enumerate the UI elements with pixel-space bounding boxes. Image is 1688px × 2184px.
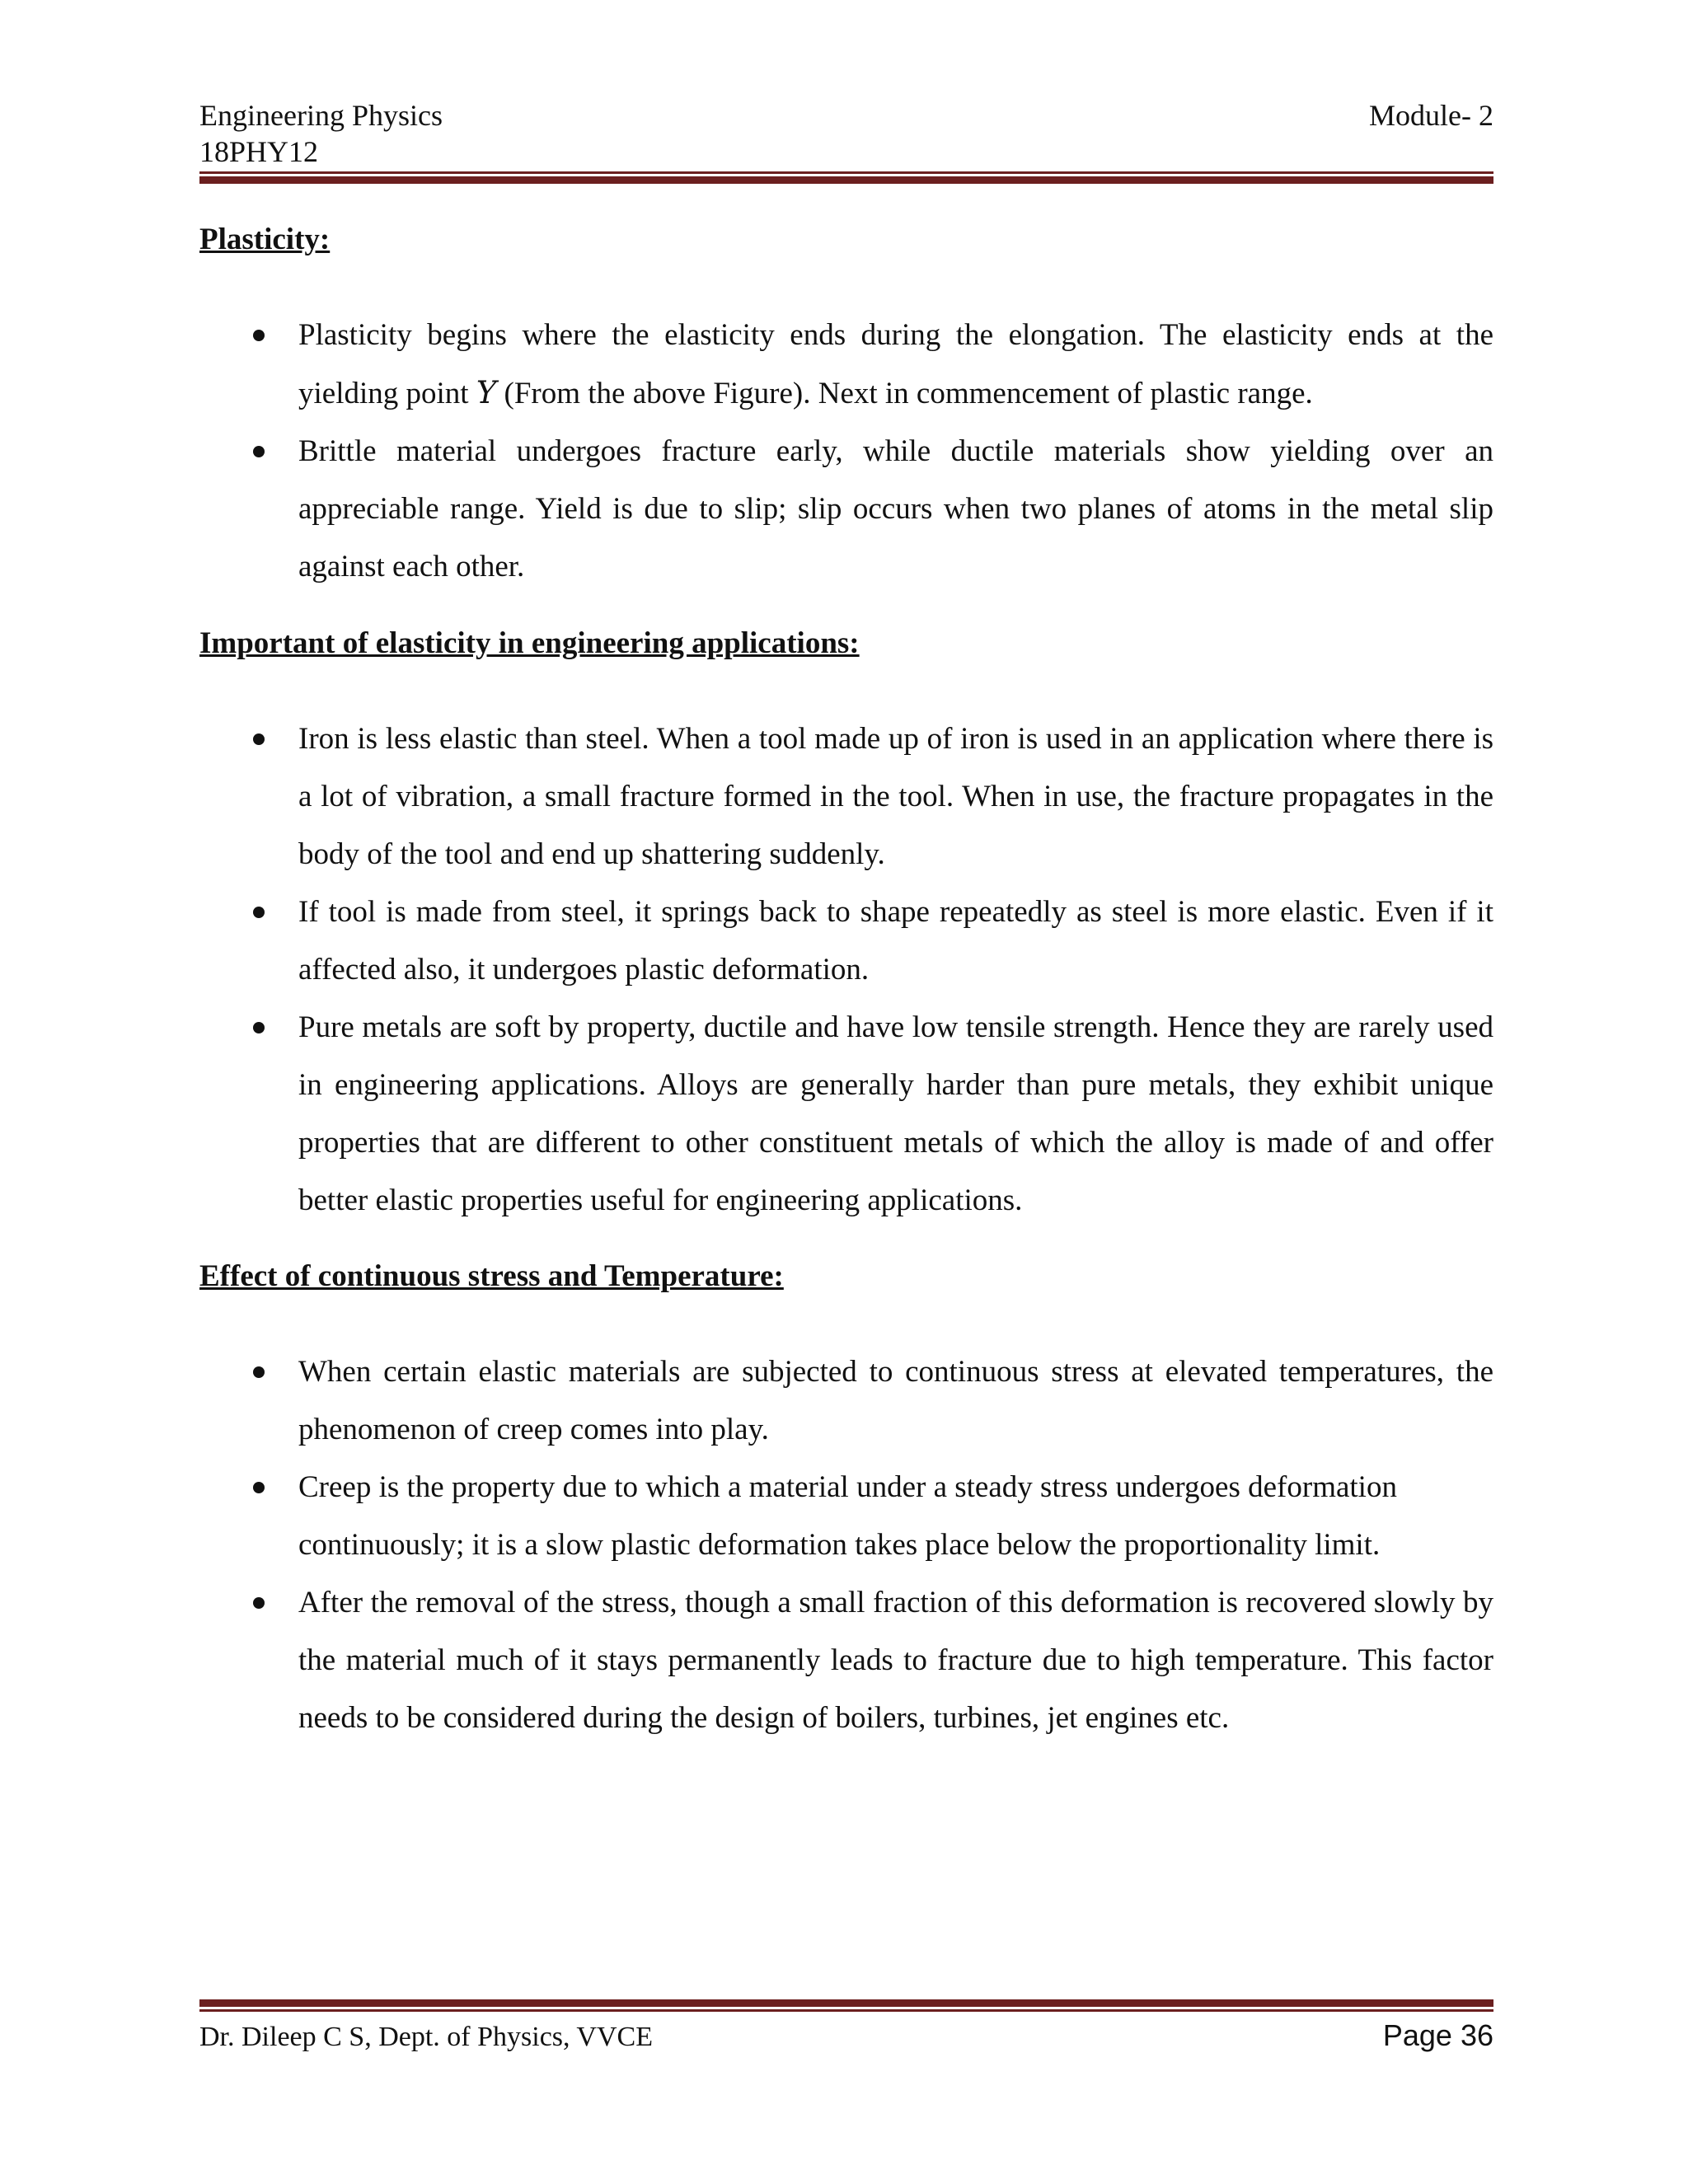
footer-author: Dr. Dileep C S, Dept. of Physics, VVCE (199, 2022, 653, 2052)
list-item (199, 883, 1493, 999)
section-heading: Effect of continuous stress and Temperature: (199, 1259, 784, 1293)
bullet-list (199, 307, 1493, 596)
course-title: Engineering Physics (199, 99, 443, 132)
bullet-icon (253, 1597, 265, 1609)
bullet-icon (253, 1366, 265, 1378)
bullet-text: continuously; it is a slow plastic deformation takes place below the proportionality limit. (298, 1528, 1381, 1562)
list-item (199, 423, 1493, 596)
list-item (199, 307, 1493, 423)
bullet-icon (253, 1482, 265, 1493)
bullet-text: After the removal of the stress, though a small fraction of this deformation is recovered slowly by the material much of it stays permanently leads to fracture due to high temperature. This factor needs to be considered during the design of boilers, turbines, jet engines etc. (298, 1586, 1493, 1735)
module-label: Module- 2 (1369, 99, 1493, 132)
footer-rule-thin (199, 2009, 1493, 2012)
section-plasticity (199, 221, 1493, 596)
section-stress-temperature (199, 1258, 1493, 1747)
list-item (199, 999, 1493, 1230)
bullet-icon (253, 446, 265, 457)
list-item (199, 1574, 1493, 1747)
bullet-list (199, 1343, 1493, 1747)
list-item (199, 1343, 1493, 1459)
bullet-icon (253, 733, 265, 745)
section-heading: Important of elasticity in engineering applications: (199, 626, 860, 660)
bullet-icon (253, 907, 265, 918)
header-left (199, 97, 443, 170)
bullet-text: Plasticity begins where the elasticity ends during the elongation. The elasticity ends at the yielding point (298, 318, 1493, 410)
bullet-text: Iron is less elastic than steel. When a tool made up of iron is used in an application where there is a lot of vibration, a small fracture formed in the tool. When in use, the fracture propagates in the body of the tool and end up shattering suddenly. (298, 722, 1493, 871)
header-rule-thick (199, 176, 1493, 184)
bullet-icon (253, 1022, 265, 1033)
section-elasticity-applications (199, 625, 1493, 1230)
course-code: 18PHY12 (199, 135, 319, 168)
bullet-text: (From the above Figure). Next in commencement of plastic range. (496, 377, 1313, 410)
bullet-icon (253, 330, 265, 341)
list-item (199, 710, 1493, 883)
bullet-text: Pure metals are soft by property, ductile and have low tensile strength. Hence they are rarely used in engineering applications. Alloys are generally harder than pure metals, they exhibit unique properties that are different to other constituent metals of which the alloy is made of and offer better elastic properties useful for engineering applications. (298, 1010, 1493, 1217)
list-item (199, 1459, 1493, 1574)
bullet-text: When certain elastic materials are subjected to continuous stress at elevated temperatures, the phenomenon of creep comes into play. (298, 1355, 1493, 1446)
bullet-list (199, 710, 1493, 1230)
bullet-text: If tool is made from steel, it springs back to shape repeatedly as steel is more elastic. Even if it affected also, it undergoes plastic deformation. (298, 895, 1493, 987)
header-rule-thin (199, 171, 1493, 174)
page-number: Page 36 (1382, 2018, 1493, 2052)
yield-point-symbol: Y (476, 375, 497, 410)
bullet-text: Creep is the property due to which a material under a steady stress undergoes deformation (298, 1470, 1397, 1504)
section-heading: Plasticity: (199, 223, 331, 256)
footer-rule-thick (199, 1999, 1493, 2007)
bullet-text: Brittle material undergoes fracture early, while ductile materials show yielding over an appreciable range. Yield is due to slip; slip occurs when two planes of atoms in the metal slip against each other. (298, 434, 1493, 583)
